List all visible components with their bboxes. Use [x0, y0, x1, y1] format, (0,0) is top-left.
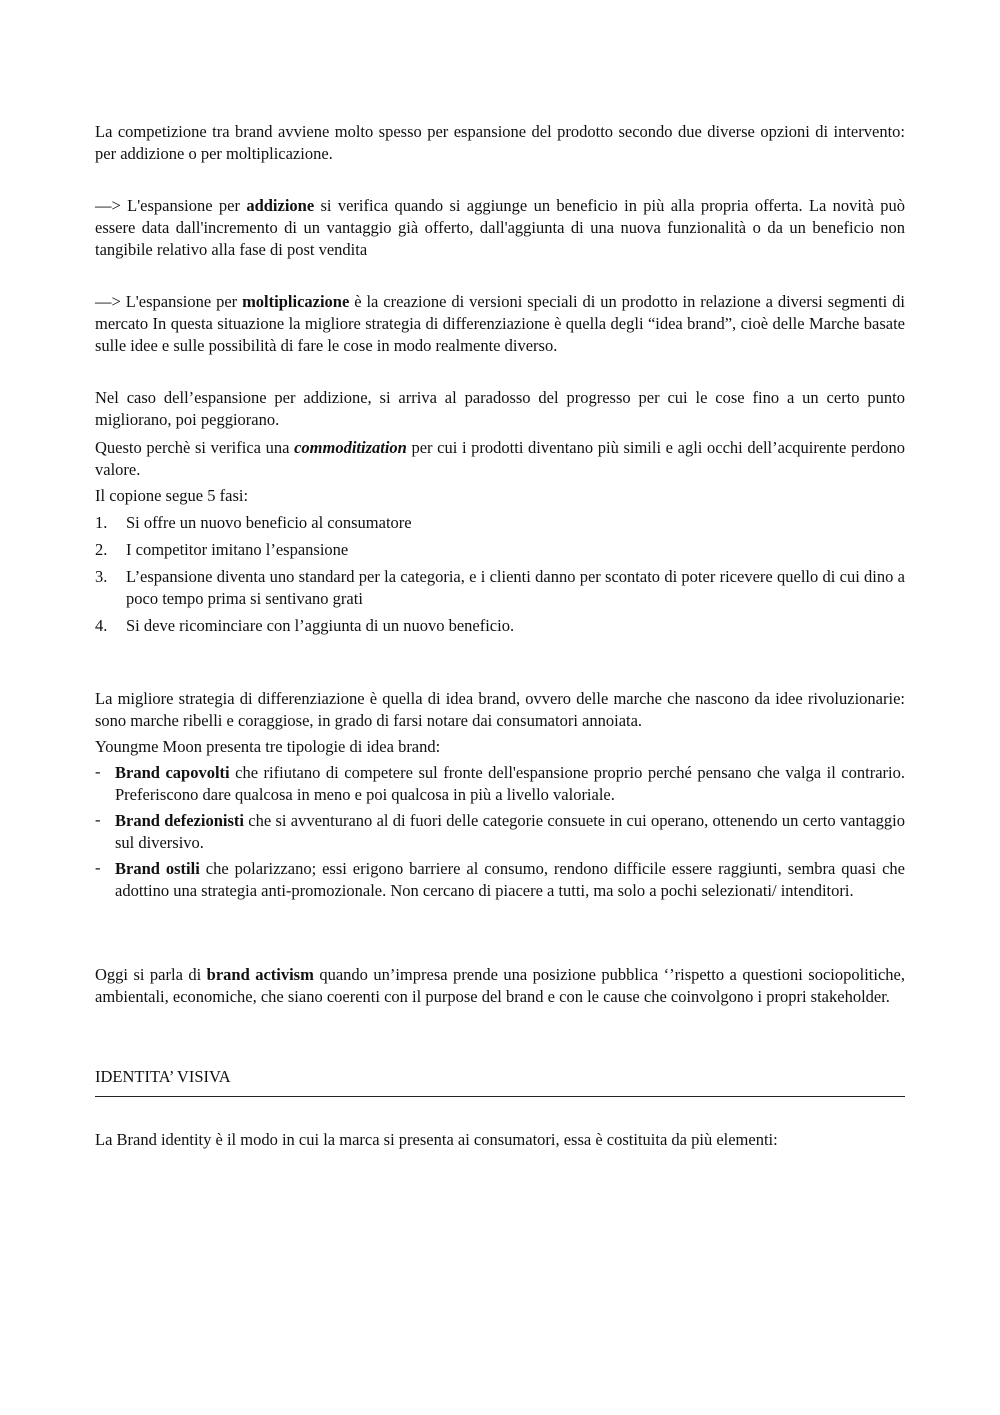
- paragraph-text: è la creazione di versioni speciali di un prodotto in relazione a diversi segmenti di mercato In questa situazione la migliore strategia di differenziazione è quella degli “idea brand”, cioè delle Marche basate sulle idee e sulle possibilità di fare le cose in modo realmente diverso.: [95, 292, 905, 355]
- list-item-text: L’espansione diventa uno standard per la categoria, e i clienti danno per scontato di poter ricevere quello di cui dino a poco tempo prima si sentivano grati: [126, 567, 905, 608]
- paragraph-text: —> L'espansione per: [95, 292, 243, 311]
- document-page: [95, 121, 905, 1151]
- list-number: 2.: [95, 540, 108, 559]
- list-item: [95, 512, 905, 534]
- paragraph-moon-types-intro: Youngme Moon presenta tre tipologie di idea brand:: [95, 737, 441, 756]
- list-dash: -: [95, 858, 101, 877]
- list-item-text: I competitor imitano l’espansione: [126, 540, 349, 559]
- list-item-text: Si deve ricominciare con l’aggiunta di un nuovo beneficio.: [126, 616, 515, 635]
- idea-brand-types-list: [95, 762, 905, 902]
- list-item-text: Si offre un nuovo beneficio al consumatore: [126, 513, 412, 532]
- paragraph-text: Questo perchè si verifica una: [95, 438, 295, 457]
- paragraph-text: Oggi si parla di: [95, 965, 207, 984]
- list-item-text: che rifiutano di competere sul fronte dell'espansione proprio perché pensano che valga il contrario. Preferiscono dare qualcosa in meno e poi qualcosa in più a livello valoriale.: [115, 763, 905, 804]
- paragraph-expansion-addition: [95, 195, 905, 261]
- list-dash: -: [95, 810, 101, 829]
- paragraph-brand-activism: [95, 964, 905, 1008]
- bold-term-addizione: addizione: [246, 196, 315, 215]
- paragraph-brand-identity-intro: La Brand identity è il modo in cui la marca si presenta ai consumatori, essa è costituita da più elementi:: [95, 1130, 778, 1149]
- list-item: [95, 566, 905, 610]
- list-item: [95, 615, 905, 637]
- list-item: [95, 762, 905, 806]
- paragraph-competition-intro: La competizione tra brand avviene molto spesso per espansione del prodotto secondo due diverse opzioni di intervento: per addizione o per moltiplicazione.: [95, 122, 905, 163]
- list-number: 1.: [95, 513, 108, 532]
- list-dash: -: [95, 762, 101, 781]
- bold-term-moltiplicazione: moltiplicazione: [242, 292, 350, 311]
- list-number: 3.: [95, 567, 108, 586]
- bold-term-brand-capovolti: Brand capovolti: [115, 763, 230, 782]
- phases-list: [95, 512, 905, 637]
- list-item: [95, 539, 905, 561]
- bold-term-brand-activism: brand activism: [206, 965, 314, 984]
- list-item-text: che polarizzano; essi erigono barriere al consumo, rendono difficile essere raggiunti, sembra quasi che adottino una strategia anti-promozionale. Non cercano di piacere a tutti, ma solo a pochi selezionati/ intenditori.: [115, 859, 905, 900]
- list-item: [95, 858, 905, 902]
- list-item: [95, 810, 905, 854]
- bold-term-brand-ostili: Brand ostili: [115, 859, 200, 878]
- paragraph-progress-paradox: Nel caso dell’espansione per addizione, si arriva al paradosso del progresso per cui le cose fino a un certo punto migliorano, poi peggiorano.: [95, 388, 905, 429]
- paragraph-idea-brand: La migliore strategia di differenziazione è quella di idea brand, ovvero delle marche che nascono da idee rivoluzionarie: sono marche ribelli e coraggiose, in grado di farsi notare dai consumatori annoiata.: [95, 689, 905, 730]
- paragraph-text: si verifica quando si aggiunge un beneficio in più alla propria offerta. La novità può essere data dall'incremento di un vantaggio già offerto, dall'aggiunta di una nuova funzionalità o da un beneficio non tangibile relativo alla fase di post vendita: [95, 196, 905, 259]
- paragraph-text: per cui i prodotti diventano più simili e agli occhi dell’acquirente perdono valore.: [95, 438, 906, 479]
- paragraph-expansion-multiplication: [95, 291, 905, 357]
- paragraph-phases-intro: Il copione segue 5 fasi:: [95, 486, 249, 505]
- bold-term-brand-defezionisti: Brand defezionisti: [115, 811, 244, 830]
- paragraph-text: —> L'espansione per: [95, 196, 247, 215]
- section-heading: IDENTITA’ VISIVA: [95, 1066, 905, 1097]
- paragraph-commoditization: [95, 437, 905, 481]
- list-item-text: che si avventurano al di fuori delle categorie consuete in cui operano, ottenendo un certo vantaggio sul diversivo.: [115, 811, 905, 852]
- list-number: 4.: [95, 616, 108, 635]
- bold-italic-term-commoditization: commoditization: [294, 438, 407, 457]
- paragraph-text: quando un’impresa prende una posizione pubblica ‘’rispetto a questioni sociopolitiche, ambientali, economiche, che siano coerenti con il purpose del brand e con le cause che coinvolgono i propri stakeholder.: [95, 965, 905, 1006]
